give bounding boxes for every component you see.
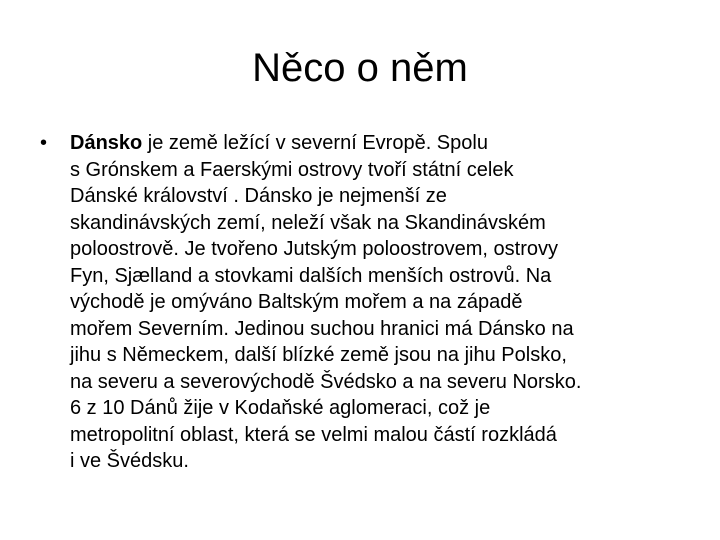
paragraph-line: i ve Švédsku. [70, 450, 189, 472]
paragraph-line: na severu a severovýchodě Švédsko a na severu Norsko. [70, 370, 582, 393]
paragraph-line: 6 z 10 Dánů žije v Kodaňské aglomeraci, což je [70, 397, 491, 419]
bold-term: Dánsko [70, 132, 143, 154]
paragraph-line: skandinávských zemí, neleží však na Skandinávském [70, 211, 546, 234]
paragraph-line: metropolitní oblast, která se velmi malou částí rozkládá [70, 423, 557, 446]
paragraph-line: východě je omýváno Baltským mořem a na západě [70, 291, 523, 313]
bullet-point-icon: • [40, 132, 48, 154]
paragraph-line: Fyn, Sjælland a stovkami dalších menších ostrovů. Na [70, 264, 552, 287]
paragraph-line [70, 130, 700, 157]
slide-title: Něco o něm [252, 46, 468, 90]
paragraph-line: Dánské království . Dánsko je nejmenší ze [70, 185, 447, 207]
paragraph-line: jihu s Německem, další blízké země jsou na jihu Polsko, [70, 344, 567, 366]
paragraph-line: s Grónskem a Faerskými ostrovy tvoří státní celek [70, 158, 514, 181]
paragraph-line: mořem Severním. Jedinou suchou hranici má Dánsko na [70, 317, 574, 340]
line-text: je země ležící v severní Evropě. Spolu [142, 132, 488, 154]
bullet-item [40, 130, 700, 475]
bullet-paragraph [70, 130, 700, 475]
paragraph-line: poloostrově. Je tvořeno Jutským poloostrovem, ostrovy [70, 238, 558, 260]
